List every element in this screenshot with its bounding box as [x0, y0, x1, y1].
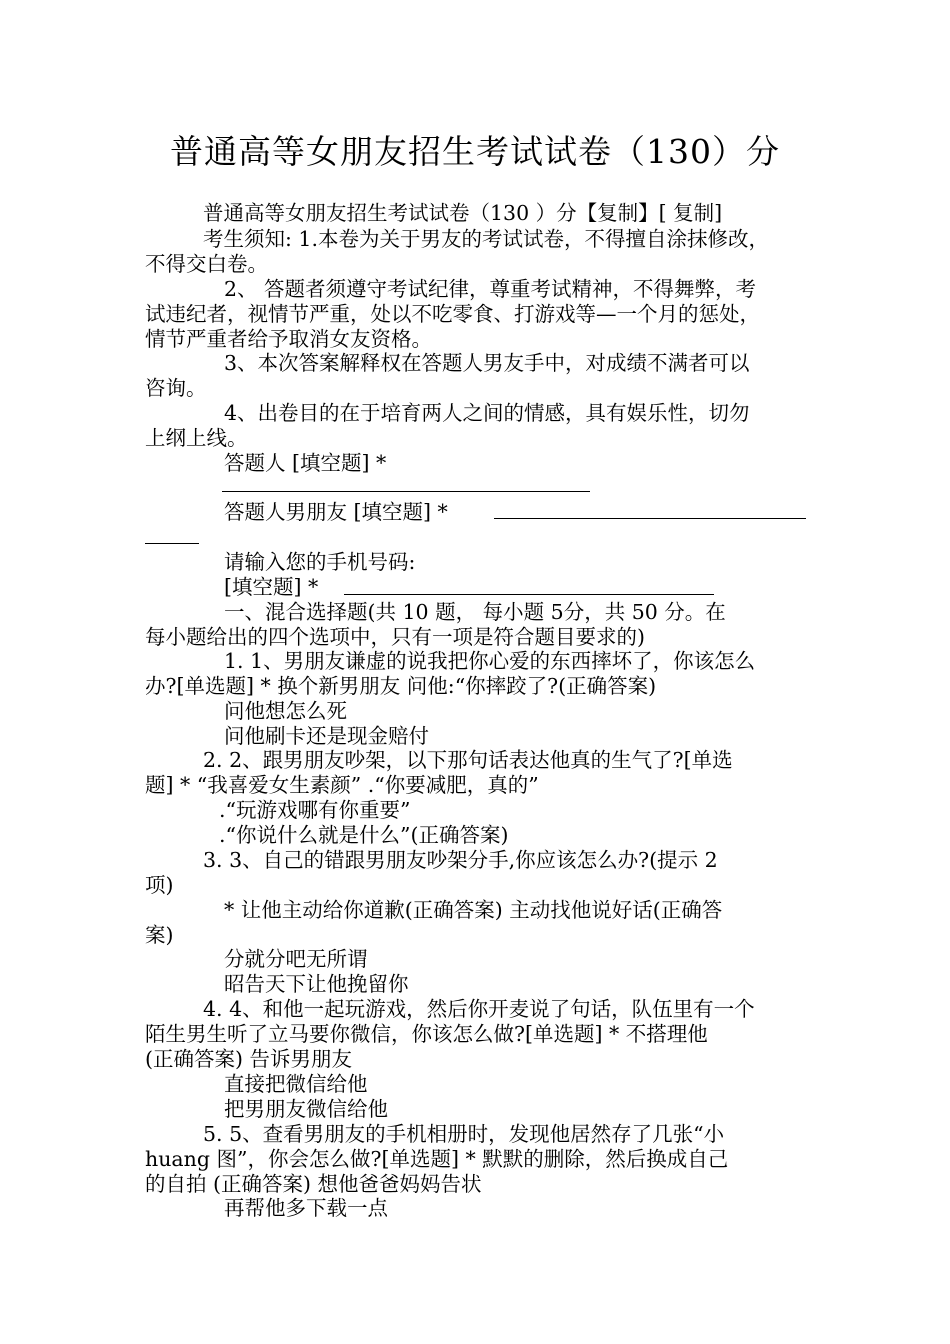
phone-input-line[interactable] [344, 594, 714, 595]
notice-line: 情节严重者给予取消女友资格。 [145, 327, 432, 351]
question-2: 2. 2、跟男朋友吵架，以下那句话表达他真的生气了?[单选 [203, 748, 733, 772]
option-item[interactable]: 分就分吧无所谓 [224, 947, 368, 971]
section-heading: 每小题给出的四个选项中，只有一项是符合题目要求的) [145, 625, 645, 649]
notice-line: 不得交白卷。 [145, 252, 268, 276]
option-item[interactable]: 再帮他多下载一点 [224, 1196, 388, 1220]
option-item[interactable]: 问他刷卡还是现金赔付 [224, 724, 429, 748]
phone-label: 请输入您的手机号码: [224, 550, 416, 574]
option-item[interactable]: 昭告天下让他挽留你 [224, 972, 409, 996]
option-item[interactable]: 问他想怎么死 [224, 699, 347, 723]
option-item[interactable]: (正确答案) 告诉男朋友 [145, 1047, 353, 1071]
notice-line: 3、本次答案解释权在答题人男友手中，对成绩不满者可以 [224, 351, 750, 375]
question-4: 陌生男生听了立马要你微信，你该怎么做?[单选题] * 不搭理他 [145, 1022, 708, 1046]
option-item[interactable]: .“你说什么就是什么”(正确答案) [219, 823, 509, 847]
option-item[interactable]: 直接把微信给他 [224, 1072, 368, 1096]
question-3: 项) [145, 873, 174, 897]
notice-line: 2、 答题者须遵守考试纪律，尊重考试精神，不得舞弊，考 [224, 277, 757, 301]
notice-line: 4、出卷目的在于培育两人之间的情感，具有娱乐性，切勿 [224, 401, 750, 425]
notice-line: 考生须知: 1.本卷为关于男友的考试试卷，不得擅自涂抹修改， [203, 227, 769, 251]
option-item[interactable]: 把男朋友微信给他 [224, 1097, 388, 1121]
option-item[interactable]: .“玩游戏哪有你重要” [219, 798, 411, 822]
subtitle-line: 普通高等女朋友招生考试试卷（130 ）分【复制】[ 复制] [203, 201, 723, 225]
answerer-input-line[interactable] [222, 491, 590, 492]
notice-line: 试违纪者，视情节严重，处以不吃零食、打游戏等—一个月的惩处， [145, 302, 760, 326]
question-1: 1. 1、男朋友谦虚的说我把你心爱的东西摔坏了，你该怎么 [224, 649, 756, 673]
boyfriend-label: 答题人男朋友 [填空题] * [224, 500, 448, 524]
notice-line: 上纲上线。 [145, 426, 248, 450]
option-item[interactable]: * 让他主动给你道歉(正确答案) 主动找他说好话(正确答 [224, 898, 723, 922]
document-title: 普通高等女朋友招生考试试卷（130）分 [170, 132, 780, 171]
phone-field-label: [填空题] * [224, 575, 319, 599]
option-item: 案) [145, 923, 174, 947]
question-5: 5. 5、查看男朋友的手机相册时，发现他居然存了几张“小 [203, 1122, 725, 1146]
section-heading: 一、混合选择题(共 10 题， 每小题 5分，共 50 分。在 [224, 600, 726, 624]
boyfriend-input-line[interactable] [494, 518, 806, 519]
boyfriend-input-line-cont [145, 543, 199, 544]
question-5: huang 图”，你会怎么做?[单选题] * 默默的删除，然后换成自己 [145, 1147, 729, 1171]
question-4: 4. 4、和他一起玩游戏，然后你开麦说了句话，队伍里有一个 [203, 997, 755, 1021]
question-2: 题] * “我喜爱女生素颜” .“你要减肥，真的” [145, 773, 539, 797]
notice-line: 咨询。 [145, 376, 207, 400]
option-item[interactable]: 的自拍 (正确答案) 想他爸爸妈妈告状 [145, 1172, 482, 1196]
answerer-label: 答题人 [填空题] * [224, 451, 387, 475]
question-3: 3. 3、自己的错跟男朋友吵架分手,你应该怎么办?(提示 2 [203, 848, 718, 872]
question-1: 办?[单选题] * 换个新男朋友 问他:“你摔跤了?(正确答案) [145, 674, 657, 698]
